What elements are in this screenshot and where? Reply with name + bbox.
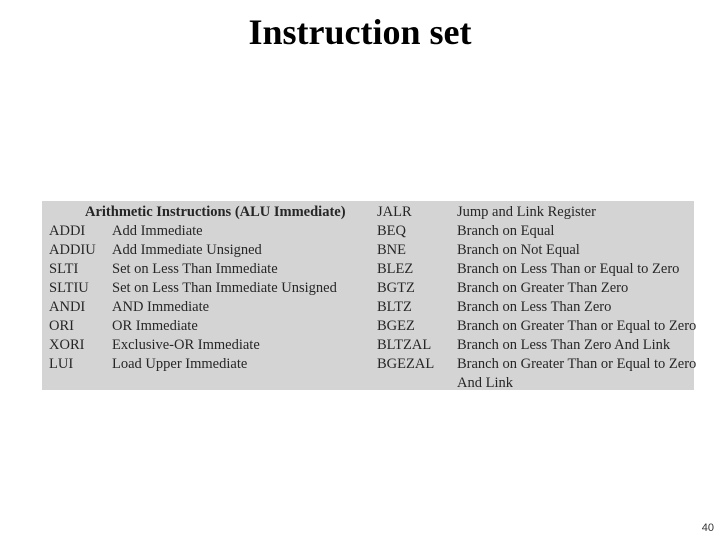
- table-cell-mnemonic: SLTI: [49, 261, 79, 277]
- table-cell-description: OR Immediate: [112, 318, 198, 334]
- table-cell-description: Branch on Equal: [457, 223, 555, 239]
- table-cell-description: Add Immediate: [112, 223, 203, 239]
- table-cell-mnemonic: XORI: [49, 337, 85, 353]
- table-cell-description: AND Immediate: [112, 299, 210, 315]
- table-cell-mnemonic: BEQ: [377, 223, 406, 239]
- table-cell-mnemonic: ORI: [49, 318, 74, 334]
- table-cell-description: Branch on Greater Than Zero: [457, 280, 629, 296]
- table-cell-mnemonic: BGEZ: [377, 318, 415, 334]
- table-cell-mnemonic: ANDI: [49, 299, 86, 315]
- table-cell-mnemonic: BLEZ: [377, 261, 414, 277]
- right-description-column: [457, 203, 696, 393]
- table-cell-description: Branch on Less Than Zero And Link: [457, 337, 671, 353]
- table-cell-mnemonic: BGTZ: [377, 280, 415, 296]
- table-cell-mnemonic: BLTZAL: [377, 337, 432, 353]
- table-cell-mnemonic: BGEZAL: [377, 356, 435, 372]
- table-cell-description: Branch on Greater Than or Equal to Zero: [457, 356, 697, 372]
- table-cell-mnemonic: ADDIU: [49, 242, 96, 258]
- page-number: 40: [701, 522, 714, 534]
- instruction-table: [42, 201, 697, 391]
- slide-title: Instruction set: [248, 12, 472, 52]
- table-cell-mnemonic: JALR: [377, 204, 412, 220]
- table-cell-description: Set on Less Than Immediate Unsigned: [112, 280, 337, 296]
- table-cell-description: Jump and Link Register: [457, 204, 596, 220]
- table-cell-description: And Link: [457, 375, 513, 391]
- left-description-column: [112, 222, 337, 374]
- table-cell-description: Add Immediate Unsigned: [112, 242, 262, 258]
- table-cell-description: Branch on Not Equal: [457, 242, 580, 258]
- table-cell-mnemonic: BNE: [377, 242, 406, 258]
- table-cell-mnemonic: ADDI: [49, 223, 86, 239]
- table-cell-description: Branch on Less Than Zero: [457, 299, 612, 315]
- table-header-arithmetic: Arithmetic Instructions (ALU Immediate): [85, 204, 346, 220]
- table-cell-description: Load Upper Immediate: [112, 356, 248, 372]
- left-mnemonic-column: [49, 222, 96, 374]
- table-cell-description: Set on Less Than Immediate: [112, 261, 278, 277]
- table-cell-description: Exclusive-OR Immediate: [112, 337, 260, 353]
- table-cell-description: Branch on Greater Than or Equal to Zero: [457, 318, 697, 334]
- table-cell-mnemonic: [377, 374, 434, 393]
- right-mnemonic-column: [377, 203, 434, 393]
- table-cell-description: Branch on Less Than or Equal to Zero: [457, 261, 680, 277]
- table-cell-mnemonic: BLTZ: [377, 299, 412, 315]
- table-cell-mnemonic: SLTIU: [49, 280, 89, 296]
- table-cell-mnemonic: LUI: [49, 356, 74, 372]
